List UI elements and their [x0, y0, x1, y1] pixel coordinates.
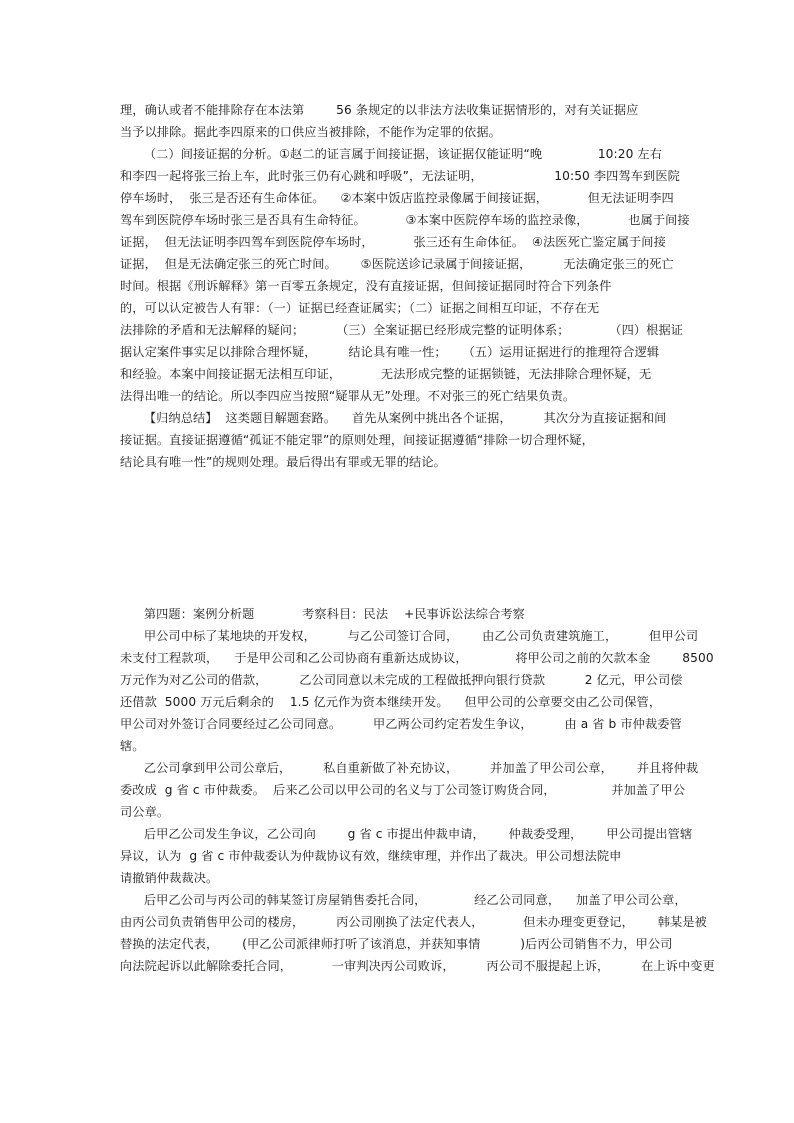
text-line: 理，确认或者不能排除存在本法第 56 条规定的以非法方法收集证据情形的，对有关证据应: [120, 103, 639, 117]
text-line: 异议，认为 g 省 c 市仲裁委认为仲裁协议有效，继续审理，并作出了裁决。甲公司想法院申: [120, 849, 622, 863]
text-line: 向法院起诉以此解除委托合同， 一审判决丙公司败诉， 丙公司不服提起上诉， 在上诉中变更: [120, 959, 715, 973]
text-line: 替换的法定代表， (甲乙公司派律师打听了该消息，并获知事情 )后丙公司销售不力，甲公司: [120, 937, 673, 951]
text-line: 据认定案件事实足以排除合理怀疑， 结论具有唯一性； （五）运用证据进行的推理符合逻辑: [120, 345, 660, 359]
text-line: 由丙公司负责销售甲公司的楼房， 丙公司刚换了法定代表人， 但未办理变更登记， 韩某是被: [120, 915, 707, 929]
text-line: 委改成 g 省 c 市仲裁委。 后来乙公司以甲公司的名义与丁公司签订购货合同， 并加盖了甲公: [120, 783, 686, 797]
text-line: 驾车到医院停车场时张三是否具有生命特征。 ③本案中医院停车场的监控录像， 也属于间接: [120, 213, 690, 227]
text-line: 甲公司中标了某地块的开发权， 与乙公司签订合同， 由乙公司负责建筑施工， 但甲公司: [120, 629, 699, 643]
text-line: 未支付工程款项， 于是甲公司和乙公司协商有重新达成协议， 将甲公司之前的欠款本金 8500: [120, 651, 714, 665]
text-line: 后甲乙公司与丙公司的韩某签订房屋销售委托合同， 经乙公司同意， 加盖了甲公司公章，: [120, 893, 687, 907]
text-line: 还借款 5000 万元后剩余的 1.5 亿元作为资本继续开发。 但甲公司的公章要交由乙公司保管，: [120, 695, 662, 709]
text-line: 当予以排除。据此李四原来的口供应当被排除，不能作为定罪的依据。: [120, 125, 501, 139]
text-line: 接证据。直接证据遵循“孤证不能定罪”的原则处理，间接证据遵循“排除一切合理怀疑，: [120, 433, 594, 447]
text-line: 后甲乙公司发生争议，乙公司向 g 省 c 市提出仲裁申请， 仲裁委受理， 甲公司提出管辖: [120, 827, 693, 841]
text-line: 司公章。: [120, 805, 170, 819]
text-line: 万元作为对乙公司的借款， 乙公司同意以未完成的工程做抵押向银行贷款 2 亿元，甲公司偿: [120, 673, 683, 687]
text-line: （二）间接证据的分析。①赵二的证言属于间接证据，该证据仅能证明“晚 10:20 左右: [120, 147, 663, 161]
text-line: 请撤销仲裁裁决。: [120, 871, 219, 885]
text-line: 法得出唯一的结论。所以李四应当按照“疑罪从无”处理。不对张三的死亡结果负责。: [120, 389, 576, 403]
text-line: 停车场时， 张三是否还有生命体征。 ②本案中饭店监控录像属于间接证据， 但无法证明李四: [120, 191, 674, 205]
text-line: 甲公司对外签订合同要经过乙公司同意。 甲乙两公司约定若发生争议， 由 a 省 b 市仲裁委管: [120, 717, 682, 731]
text-line: 结论具有唯一性”的规则处理。最后得出有罪或无罪的结论。: [120, 455, 446, 469]
text-line: 证据， 但是无法确定张三的死亡时间。 ⑤医院送诊记录属于间接证据， 无法确定张三的死亡: [120, 257, 674, 271]
text-line: 【归纳总结】 这类题目解题套路。 首先从案例中挑出各个证据， 其次分为直接证据和间: [120, 411, 667, 425]
text-line: 和李四一起将张三抬上车，此时张三仍有心跳和呼吸”，无法证明， 10:50 李四驾车到医院: [120, 169, 680, 183]
text-line: 法排除的矛盾和无法解释的疑问； （三）全案证据已经形成完整的证明体系； （四）根据证: [120, 323, 684, 337]
text-line: 时间。根据《刑诉解释》第一百零五条规定，没有直接证据，但间接证据同时符合下列条件: [120, 279, 612, 293]
text-line: 和经验。本案中间接证据无法相互印证， 无法形成完整的证据锁链，无法排除合理怀疑，无: [120, 367, 652, 381]
text-line: 辖。: [120, 739, 145, 753]
text-line: 第四题：案例分析题 考察科目：民法 +民事诉讼法综合考察: [120, 607, 525, 621]
text-line: 证据， 但无法证明李四驾车到医院停车场时， 张三还有生命体征。 ④法医死亡鉴定属于间接: [120, 235, 666, 249]
text-line: 的，可以认定被告人有罪：（一）证据已经查证属实；（二）证据之间相互印证，不存在无: [120, 301, 600, 315]
text-line: 乙公司拿到甲公司公章后， 私自重新做了补充协议， 并加盖了甲公司公章， 并且将仲裁: [120, 761, 699, 775]
